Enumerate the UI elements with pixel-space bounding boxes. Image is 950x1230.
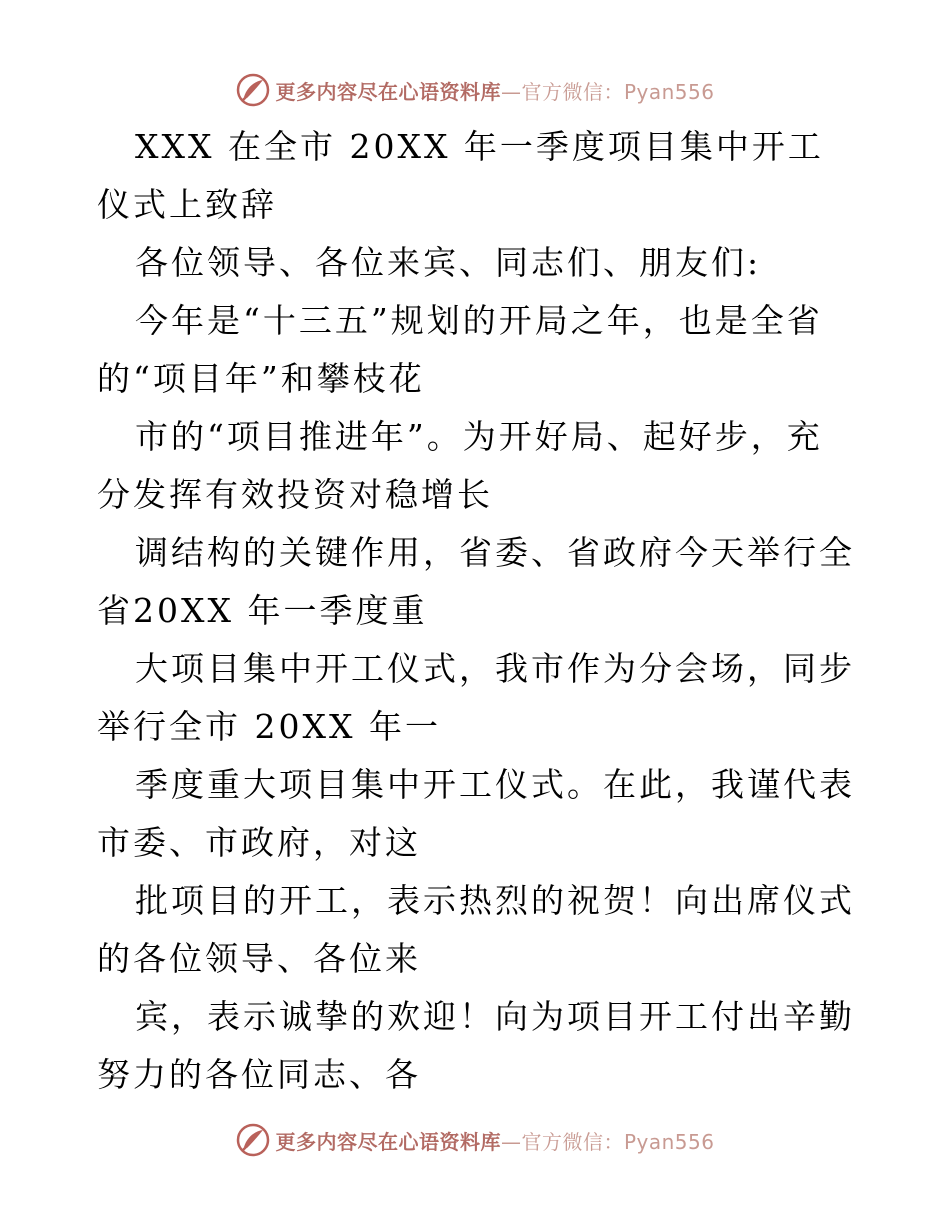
document-title: XXX 在全市 20XX 年一季度项目集中开工仪式上致辞	[97, 127, 824, 224]
paragraph: 宾，表示诚挚的欢迎！向为项目开工付出辛勤努力的各位同志、各	[97, 997, 855, 1094]
watermark-site-text: 更多内容尽在心语资料库	[275, 79, 501, 104]
footer-watermark	[0, 1120, 950, 1160]
pen-logo-icon	[235, 72, 271, 108]
paragraph: 大项目集中开工仪式，我市作为分会场，同步举行全市 20XX 年一	[97, 649, 855, 746]
watermark-text	[275, 1126, 714, 1155]
watermark-site-text: 更多内容尽在心语资料库	[275, 1129, 501, 1154]
paragraph: 季度重大项目集中开工仪式。在此，我谨代表市委、市政府，对这	[97, 765, 855, 862]
paragraph: 各位领导、各位来宾、同志们、朋友们:	[135, 243, 762, 282]
paragraph: 今年是“十三五”规划的开局之年，也是全省的“项目年”和攀枝花	[97, 301, 823, 398]
watermark-separator: —	[500, 79, 522, 104]
watermark-separator: —	[500, 1129, 522, 1154]
document-body	[97, 118, 857, 1104]
paragraph: 调结构的关键作用，省委、省政府今天举行全省20XX 年一季度重	[97, 533, 855, 630]
watermark-text	[275, 76, 714, 105]
paragraph: 市的“项目推进年”。为开好局、起好步，充分发挥有效投资对稳增长	[97, 417, 823, 514]
watermark-contact-text: 官方微信：Pyan556	[521, 79, 715, 104]
paragraph: 批项目的开工，表示热烈的祝贺！向出席仪式的各位领导、各位来	[97, 881, 855, 978]
watermark-contact-text: 官方微信：Pyan556	[521, 1129, 715, 1154]
pen-logo-icon	[235, 1122, 271, 1158]
header-watermark	[0, 70, 950, 110]
